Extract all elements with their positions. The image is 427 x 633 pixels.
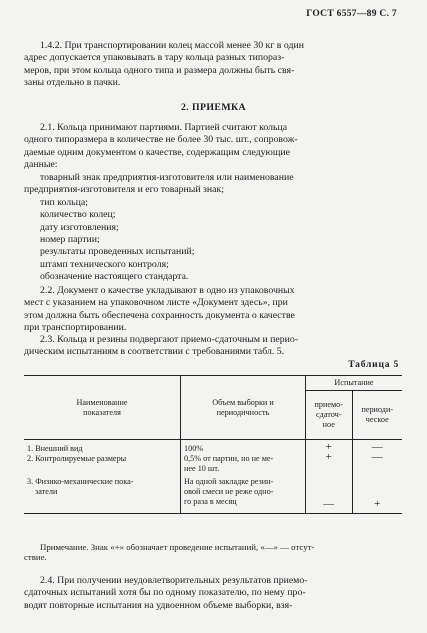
- table-caption: Таблица 5: [348, 360, 399, 370]
- cell-volume: [181, 440, 306, 475]
- header-text: ческое: [365, 415, 389, 424]
- text-line: дическим испытаниям в соответствии с требованиями табл. 5.: [24, 346, 285, 358]
- text-line: этом должна быть обеспечена сохранность документа о качестве: [24, 309, 295, 321]
- note-line: Примечание. Знак «+» обозначает проведение испытаний, «—» — отсут-: [40, 542, 315, 552]
- table-row: [24, 474, 402, 514]
- list-item: количество колец;: [40, 209, 116, 221]
- list-item: результаты проведенных испытаний;: [40, 246, 195, 258]
- text-line: 2.2. Документ о качестве укладывают в одно из упаковочных: [40, 285, 295, 296]
- test-mark: +: [325, 441, 332, 453]
- column-header-periodic: [352, 391, 402, 440]
- text-line: одного типоразмера в количестве не более 30 тыс. шт., сопровож-: [24, 134, 298, 146]
- table-header-row: [24, 376, 402, 391]
- cell-periodic: [352, 474, 402, 514]
- list-item: номер партии;: [40, 234, 100, 246]
- text-line: меров, при этом кольца одного типа и размера должны быть свя-: [24, 64, 295, 76]
- cell-volume: [181, 474, 306, 514]
- cell-acceptance: [306, 474, 353, 514]
- table-note: [24, 542, 315, 562]
- cell-text: овой смеси не реже одно-: [184, 487, 274, 496]
- test-mark: —: [371, 441, 383, 453]
- text-line: сдаточных испытаний хотя бы по одному показателю, по нему про-: [24, 587, 306, 599]
- header-text: периодичность: [216, 407, 270, 417]
- cell-indicator: [24, 474, 181, 514]
- column-header-test: Испытание: [306, 376, 403, 391]
- test-mark: —: [323, 498, 335, 510]
- table-5: [24, 375, 402, 514]
- cell-text: затели: [35, 487, 58, 496]
- header-text: Объем выборки и: [212, 397, 274, 407]
- text-line: 2.3. Кольца и резины подвергают приемо-сдаточным и перио-: [40, 334, 299, 345]
- text-line: даемые одним документом о качестве, содержащим следующие: [24, 146, 290, 158]
- text-line: водят повторные испытания на удвоенном объеме выборки, взя-: [24, 599, 293, 611]
- test-mark: —: [371, 451, 383, 463]
- page-header: ГОСТ 6557—89 С. 7: [306, 9, 397, 19]
- list-item: обозначение настоящего стандарта.: [40, 271, 189, 283]
- section-title: 2. ПРИЕМКА: [181, 102, 246, 113]
- cell-text: 100%: [184, 444, 204, 453]
- cell-text: На одной закладке резин-: [184, 477, 274, 486]
- table-row: [24, 440, 402, 475]
- column-header-sample-volume: [181, 376, 306, 440]
- list-item: штамп технического контроля;: [40, 258, 169, 270]
- paragraph-2-3: [24, 334, 402, 359]
- cell-text: 1. Внешний вид: [27, 444, 83, 453]
- paragraph-2-1: [24, 122, 402, 172]
- header-text: сдаточ-: [316, 410, 342, 419]
- header-text: Наименование: [76, 397, 128, 407]
- paragraph-2-2: [24, 285, 402, 335]
- cell-acceptance: [306, 440, 353, 475]
- document-contents-list: [24, 172, 402, 284]
- column-header-acceptance: [306, 391, 353, 440]
- cell-text: 2. Контролируемые размеры: [27, 454, 127, 463]
- header-text: ное: [322, 420, 335, 429]
- header-text: показателя: [83, 407, 121, 417]
- cell-indicator: [24, 440, 181, 475]
- list-item: товарный знак предприятия-изготовителя или наименование: [40, 172, 294, 183]
- note-line: ствие.: [24, 552, 47, 562]
- text-line: данные:: [24, 159, 58, 171]
- text-line: 2.1. Кольца принимают партиями. Партией считают кольца: [40, 122, 288, 133]
- test-mark: +: [325, 451, 332, 463]
- text-line: 1.4.2. При транспортировании колец массой менее 30 кг в один: [40, 40, 304, 51]
- text-line: 2.4. При получении неудовлетворительных результатов приемо-: [40, 575, 308, 586]
- text-line: заны отдельно в пачки.: [24, 77, 121, 89]
- cell-text: нее 10 шт.: [184, 464, 220, 473]
- text-line: адрес допускается упаковывать в тару кольца разных типораз-: [24, 52, 285, 64]
- text-line: при транспортировании.: [24, 322, 127, 334]
- paragraph-1-4-2: [24, 40, 402, 90]
- cell-periodic: [352, 440, 402, 475]
- header-text: приемо-: [314, 400, 343, 409]
- list-item: дату изготовления;: [40, 221, 119, 233]
- header-text: периоди-: [361, 405, 394, 414]
- list-item: тип кольца;: [40, 196, 88, 208]
- column-header-indicator: [24, 376, 181, 440]
- cell-text: го раза в месяц: [184, 497, 237, 506]
- text-line: мест с указанием на упаковочном листе «Документ здесь», при: [24, 297, 288, 309]
- test-mark: +: [374, 498, 381, 510]
- cell-text: 0,5% от партии, но не ме-: [184, 454, 274, 463]
- paragraph-2-4: [24, 575, 402, 612]
- cell-text: 3. Физико-механические пока-: [27, 477, 134, 486]
- list-item: предприятия-изготовителя и его товарный знак;: [24, 184, 224, 196]
